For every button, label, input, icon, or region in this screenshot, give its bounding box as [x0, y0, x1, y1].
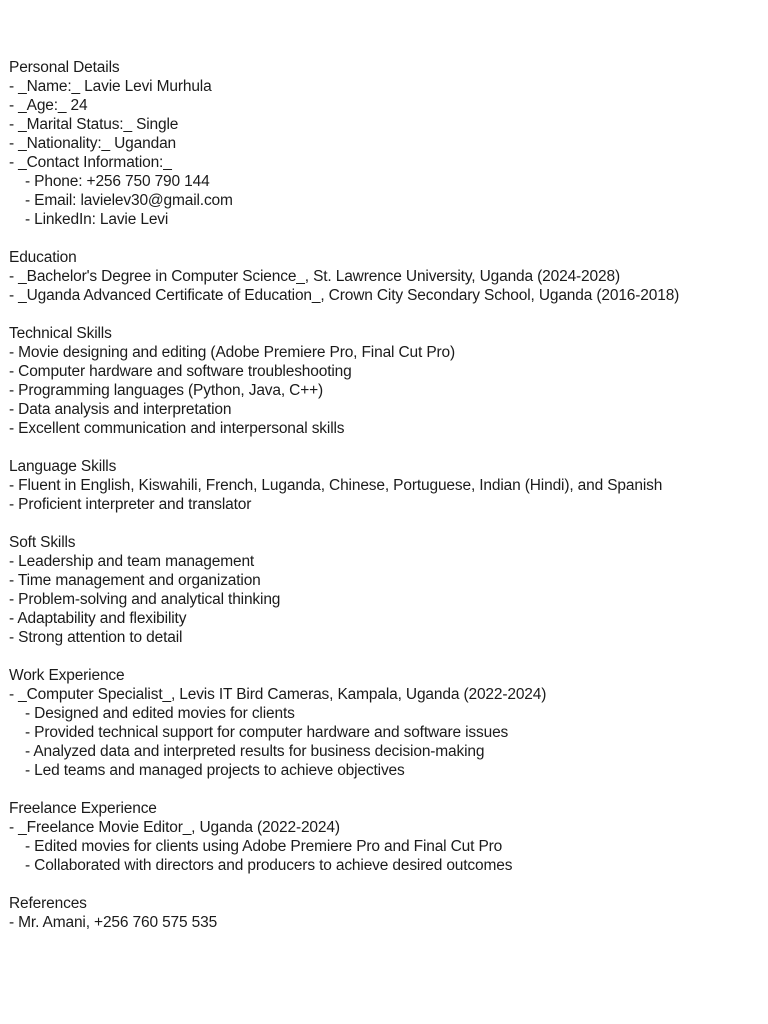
section-heading: Language Skills: [9, 458, 117, 475]
reference-item: - Mr. Amani, +256 760 575 535: [9, 914, 218, 931]
freelance-duty-item: - Collaborated with directors and producers to achieve desired outcomes: [25, 857, 513, 874]
work-duty-item: - Provided technical support for computer hardware and software issues: [25, 724, 509, 741]
marital-status-line: - _Marital Status:_ Single: [9, 116, 179, 133]
section-heading: Freelance Experience: [9, 800, 157, 817]
technical-skills-section: [9, 324, 759, 438]
work-duty-item: - Analyzed data and interpreted results for business decision-making: [25, 743, 485, 760]
education-section: [9, 248, 759, 305]
soft-skill-item: - Time management and organization: [9, 572, 261, 589]
language-skills-section: [9, 457, 759, 514]
nationality-line: - _Nationality:_ Ugandan: [9, 135, 177, 152]
contact-information-line: - _Contact Information:_: [9, 154, 172, 171]
phone-line: - Phone: +256 750 790 144: [25, 173, 210, 190]
references-section: [9, 894, 759, 932]
soft-skill-item: - Problem-solving and analytical thinking: [9, 591, 281, 608]
section-heading: References: [9, 895, 87, 912]
age-line: - _Age:_ 24: [9, 97, 88, 114]
personal-details-section: [9, 58, 759, 229]
soft-skill-item: - Leadership and team management: [9, 553, 255, 570]
technical-skill-item: - Excellent communication and interpersonal skills: [9, 420, 345, 437]
freelance-duty-item: - Edited movies for clients using Adobe Premiere Pro and Final Cut Pro: [25, 838, 503, 855]
email-line: - Email: lavielev30@gmail.com: [25, 192, 233, 209]
name-line: - _Name:_ Lavie Levi Murhula: [9, 78, 212, 95]
section-heading: Personal Details: [9, 59, 120, 76]
technical-skill-item: - Computer hardware and software troubleshooting: [9, 363, 352, 380]
technical-skill-item: - Movie designing and editing (Adobe Premiere Pro, Final Cut Pro): [9, 344, 456, 361]
education-item: - _Uganda Advanced Certificate of Education_, Crown City Secondary School, Uganda (2016-2018): [9, 287, 680, 304]
soft-skills-section: [9, 533, 759, 647]
language-skill-item: - Proficient interpreter and translator: [9, 496, 252, 513]
soft-skill-item: - Strong attention to detail: [9, 629, 183, 646]
freelance-role-line: - _Freelance Movie Editor_, Uganda (2022-2024): [9, 819, 340, 836]
linkedin-line: - LinkedIn: Lavie Levi: [25, 211, 169, 228]
section-heading: Education: [9, 249, 77, 266]
work-experience-section: [9, 666, 759, 780]
freelance-experience-section: [9, 799, 759, 875]
language-skill-item: - Fluent in English, Kiswahili, French, Luganda, Chinese, Portuguese, Indian (Hindi), and Spanish: [9, 477, 663, 494]
work-duty-item: - Led teams and managed projects to achieve objectives: [25, 762, 405, 779]
technical-skill-item: - Data analysis and interpretation: [9, 401, 232, 418]
education-item: - _Bachelor's Degree in Computer Science_, St. Lawrence University, Uganda (2024-2028): [9, 268, 620, 285]
work-role-line: - _Computer Specialist_, Levis IT Bird Cameras, Kampala, Uganda (2022-2024): [9, 686, 547, 703]
work-duty-item: - Designed and edited movies for clients: [25, 705, 295, 722]
section-heading: Work Experience: [9, 667, 125, 684]
soft-skill-item: - Adaptability and flexibility: [9, 610, 187, 627]
technical-skill-item: - Programming languages (Python, Java, C++): [9, 382, 324, 399]
section-heading: Soft Skills: [9, 534, 76, 551]
section-heading: Technical Skills: [9, 325, 112, 342]
resume-document: [9, 58, 759, 951]
